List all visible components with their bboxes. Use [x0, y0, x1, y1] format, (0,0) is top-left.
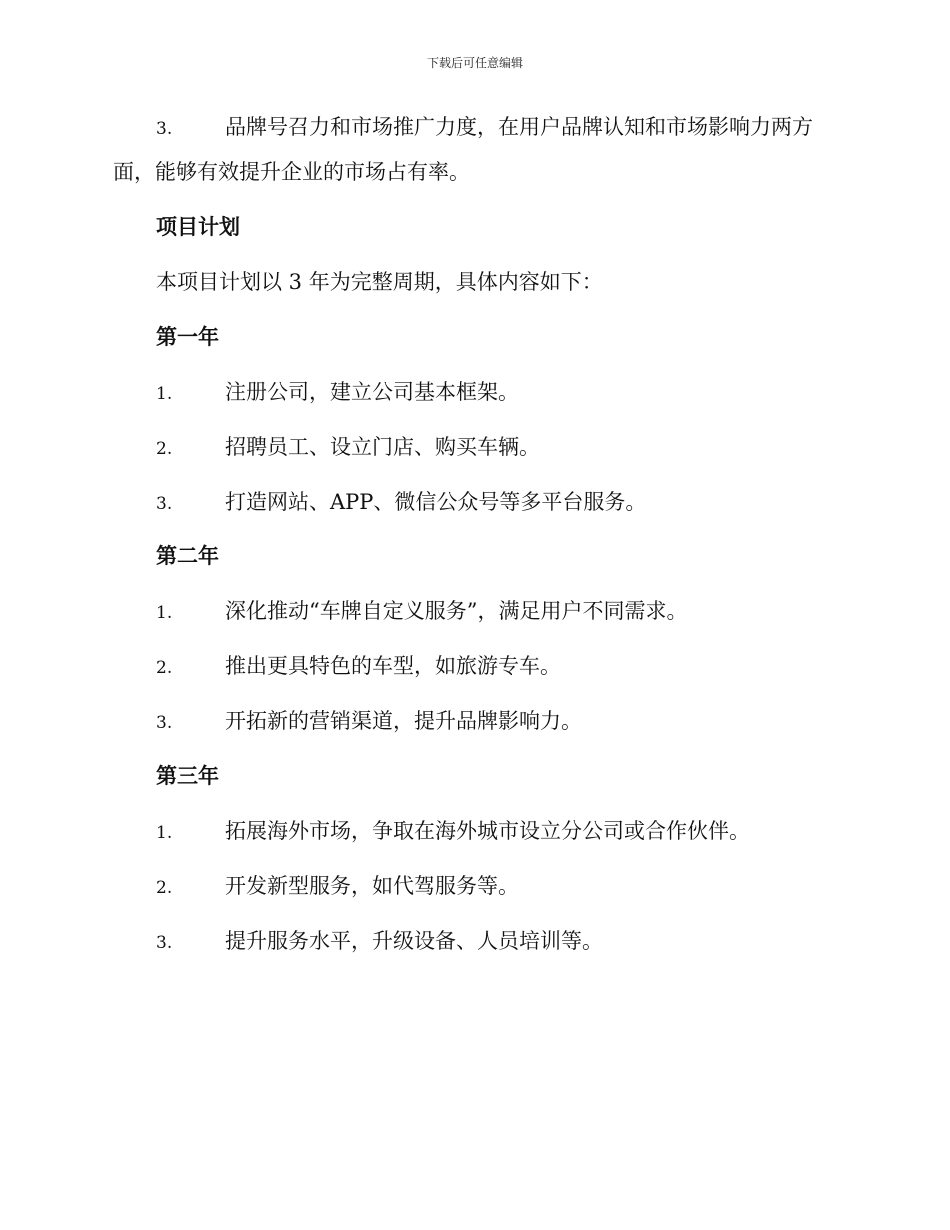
list-item [156, 925, 603, 955]
section-heading-plan: 项目计划 [156, 215, 240, 239]
list-item-number: 1. [156, 384, 173, 404]
list-item-number: 3. [156, 933, 173, 953]
list-item-text: 开发新型服务，如代驾服务等。 [225, 874, 519, 898]
paragraph-number: 3. [156, 119, 173, 139]
paragraph-text: 品牌号召力和市场推广力度，在用户品牌认知和市场影响力两方面，能够有效提升企业的市场占有率。 [113, 115, 813, 184]
header-note: 下载后可任意编辑 [426, 56, 523, 70]
list-item [156, 650, 561, 680]
list-item [156, 376, 519, 406]
list-item [156, 815, 750, 845]
list-item-text: 注册公司，建立公司基本框架。 [225, 380, 519, 404]
list-item-text: 拓展海外市场，争取在海外城市设立分公司或合作伙伴。 [225, 819, 750, 843]
list-item [156, 705, 582, 735]
list-item-number: 1. [156, 823, 173, 843]
list-item [156, 486, 646, 516]
list-item-number: 2. [156, 658, 173, 678]
list-item-number: 2. [156, 439, 173, 459]
year-heading-3: 第三年 [156, 764, 219, 788]
list-item-text: 开拓新的营销渠道，提升品牌影响力。 [225, 709, 582, 733]
list-item-number: 1. [156, 603, 173, 623]
intro-paragraph [113, 106, 838, 194]
list-item-number: 2. [156, 878, 173, 898]
list-item-text: 推出更具特色的车型，如旅游专车。 [225, 654, 561, 678]
list-item-number: 3. [156, 713, 173, 733]
list-item [156, 595, 687, 625]
list-item [156, 431, 540, 461]
list-item-text: 打造网站、APP、微信公众号等多平台服务。 [225, 490, 647, 514]
list-item-number: 3. [156, 494, 173, 514]
plan-intro-text: 本项目计划以 3 年为完整周期，具体内容如下： [156, 270, 603, 294]
list-item [156, 870, 519, 900]
list-item-text: 招聘员工、设立门店、购买车辆。 [225, 435, 540, 459]
year-heading-1: 第一年 [156, 325, 219, 349]
year-heading-2: 第二年 [156, 544, 219, 568]
list-item-text: 深化推动“车牌自定义服务”，满足用户不同需求。 [225, 599, 688, 623]
list-item-text: 提升服务水平，升级设备、人员培训等。 [225, 929, 603, 953]
